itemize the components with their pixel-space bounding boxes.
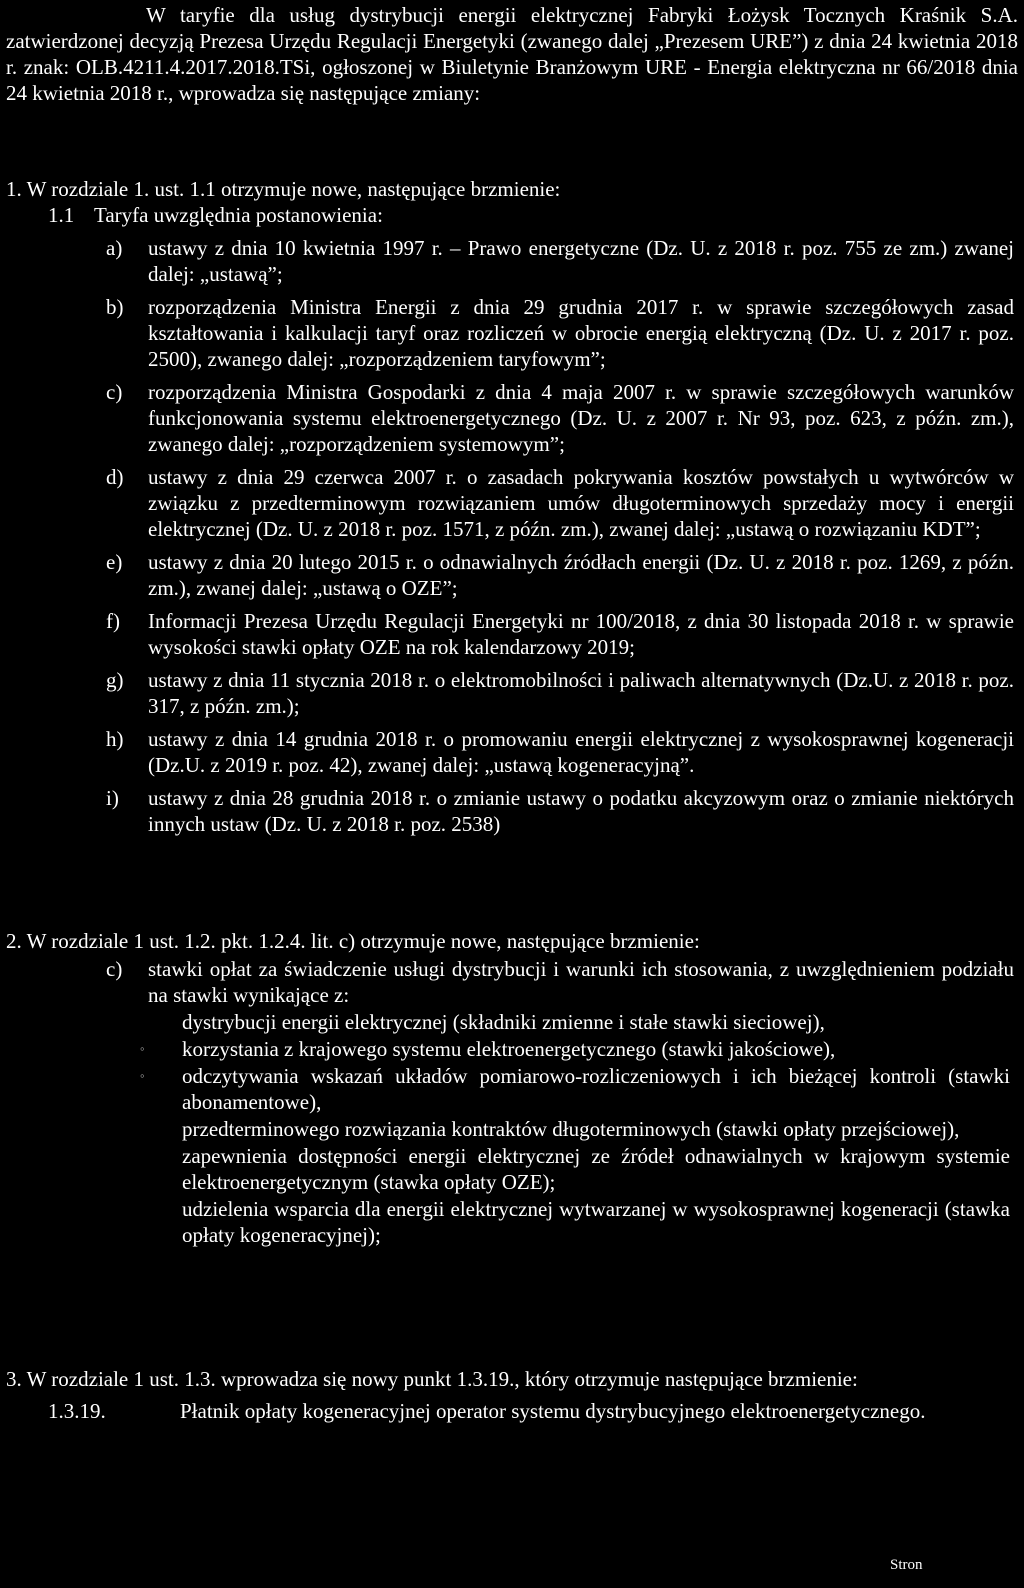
item-text: odczytywania wskazań układów pomiarowo-rozliczeniowych i ich bieżącej kontroli (stawki abonamentowe), (182, 1064, 1010, 1114)
subsection-text: Taryfa uwzględnia postanowienia: (94, 203, 383, 227)
intro-paragraph (6, 2, 1018, 106)
item-text: ustawy z dnia 10 kwietnia 1997 r. – Prawo energetyczne (Dz. U. z 2018 r. poz. 755 ze zm.) zwanej dalej: „ustawą”; (148, 236, 1014, 286)
list-item (106, 294, 1014, 372)
item-text: przedterminowego rozwiązania kontraktów długoterminowych (stawki opłaty przejściowej), (182, 1117, 960, 1141)
item-label: c) (106, 380, 123, 404)
section-3 (6, 1366, 1018, 1424)
intro-text: W taryfie dla usług dystrybucji energii elektrycznej Fabryki Łożysk Tocznych Kraśnik S.A. zatwierdzonej decyzją Prezesa Urzędu Regulacji Energetyki (zwanego dalej „Prezesem URE”) z dnia 24 kwietnia 2018 r. znak: OLB.4211.4.2017.2018.TSi, ogłoszonej w Biuletynie Branżowym URE - Energia elektryczna nr 66/2018 dnia 24 kwietnia 2018 r., wprowadza się następujące zmiany: (6, 3, 1018, 105)
list-item (106, 726, 1014, 778)
bullet-icon (140, 1196, 182, 1248)
list-item (140, 1143, 1010, 1195)
section-1-heading: 1. W rozdziale 1. ust. 1.1 otrzymuje nowe, następujące brzmienie: (6, 177, 561, 201)
point-text: Płatnik opłaty kogeneracyjnej operator systemu dystrybucyjnego elektroenergetycznego. (180, 1399, 926, 1423)
list-item (106, 667, 1014, 719)
point-1-3-19 (48, 1398, 1018, 1424)
item-text: rozporządzenia Ministra Energii z dnia 29 grudnia 2017 r. w sprawie szczegółowych zasad kształtowania i kalkulacji taryf oraz rozliczeń w obrocie energią elektryczną (Dz. U. z 2017 r. poz. 2500), zwanego dalej: „rozporządzeniem taryfowym”; (148, 295, 1014, 371)
list-item (140, 1196, 1010, 1248)
bullet-icon (140, 1143, 182, 1195)
item-text: zapewnienia dostępności energii elektrycznej ze źródeł odnawialnych w krajowym systemie elektroenergetycznym (stawka opłaty OZE); (182, 1144, 1010, 1194)
list-item (106, 235, 1014, 287)
subsection-1-1 (48, 202, 1018, 228)
item-label: h) (106, 727, 124, 751)
provision-list (106, 235, 1014, 837)
item-text: ustawy z dnia 29 czerwca 2007 r. o zasadach pokrywania kosztów powstałych u wytwórców w związku z przedterminowym rozwiązaniem umów długoterminowych sprzedaży mocy i energii elektrycznej (Dz. U. z 2018 r. poz. 1571, z późn. zm.), zwanej dalej: „ustawą o rozwiązaniu KDT”; (148, 465, 1014, 541)
list-item (106, 785, 1014, 837)
item-label: i) (106, 786, 119, 810)
section-2-item (106, 956, 1014, 1008)
item-text: ustawy z dnia 28 grudnia 2018 r. o zmianie ustawy o podatku akcyzowym oraz o zmianie niektórych innych ustaw (Dz. U. z 2018 r. poz. 2538) (148, 786, 1014, 836)
section-3-heading: 3. W rozdziale 1 ust. 1.3. wprowadza się nowy punkt 1.3.19., który otrzymuje następujące brzmienie: (6, 1367, 858, 1391)
list-item (140, 1009, 1010, 1035)
list-item (106, 608, 1014, 660)
list-item (140, 1116, 1010, 1142)
item-text: ustawy z dnia 20 lutego 2015 r. o odnawialnych źródłach energii (Dz. U. z 2018 r. poz. 1269, z późn. zm.), zwanej dalej: „ustawą o OZE”; (148, 550, 1014, 600)
item-label: e) (106, 550, 123, 574)
item-text: stawki opłat za świadczenie usługi dystrybucji i warunki ich stosowania, z uwzględnieniem podziału na stawki wynikające z: (148, 957, 1014, 1007)
item-text: Informacji Prezesa Urzędu Regulacji Energetyki nr 100/2018, z dnia 30 listopada 2018 r. w sprawie wysokości stawki opłaty OZE na rok kalendarzowy 2019; (148, 609, 1014, 659)
list-item (106, 549, 1014, 601)
point-number: 1.3.19. (48, 1399, 106, 1423)
list-item (106, 379, 1014, 457)
section-1 (6, 176, 1018, 837)
list-item (106, 464, 1014, 542)
item-text: dystrybucji energii elektrycznej (składniki zmienne i stałe stawki sieciowej), (182, 1010, 825, 1034)
item-text: rozporządzenia Ministra Gospodarki z dnia 4 maja 2007 r. w sprawie szczegółowych warunków funkcjonowania systemu elektroenergetycznego (Dz. U. z 2007 r. Nr 93, poz. 623, z późn. zm.), zwanego dalej: „rozporządzeniem systemowym”; (148, 380, 1014, 456)
section-2-heading: 2. W rozdziale 1 ust. 1.2. pkt. 1.2.4. lit. c) otrzymuje nowe, następujące brzmienie: (6, 929, 700, 953)
section-2 (6, 928, 1018, 1248)
rate-components-list (140, 1009, 1010, 1248)
list-item (140, 1063, 1010, 1115)
item-label: g) (106, 668, 124, 692)
item-text: udzielenia wsparcia dla energii elektrycznej wytwarzanej w wysokosprawnej kogeneracji (stawka opłaty kogeneracyjnej); (182, 1197, 1010, 1247)
page-footer: Stron (890, 1557, 923, 1573)
item-label: d) (106, 465, 124, 489)
bullet-icon: ◦ (140, 1068, 145, 1083)
bullet-icon (140, 1116, 182, 1142)
bullet-icon (140, 1009, 182, 1035)
item-label: b) (106, 295, 124, 319)
item-label: a) (106, 236, 123, 260)
item-label: c) (106, 957, 123, 981)
subsection-number: 1.1 (48, 203, 75, 227)
item-text: ustawy z dnia 14 grudnia 2018 r. o promowaniu energii elektrycznej z wysokosprawnej kogeneracji (Dz.U. z 2019 r. poz. 42), zwanej dalej: „ustawą kogeneracyjną”. (148, 727, 1014, 777)
bullet-icon: ◦ (140, 1041, 145, 1056)
list-item (140, 1036, 1010, 1062)
item-text: ustawy z dnia 11 stycznia 2018 r. o elektromobilności i paliwach alternatywnych (Dz.U. z 2018 r. poz. 317, z późn. zm.); (148, 668, 1014, 718)
item-label: f) (106, 609, 120, 633)
item-text: korzystania z krajowego systemu elektroenergetycznego (stawki jakościowe), (182, 1037, 836, 1061)
